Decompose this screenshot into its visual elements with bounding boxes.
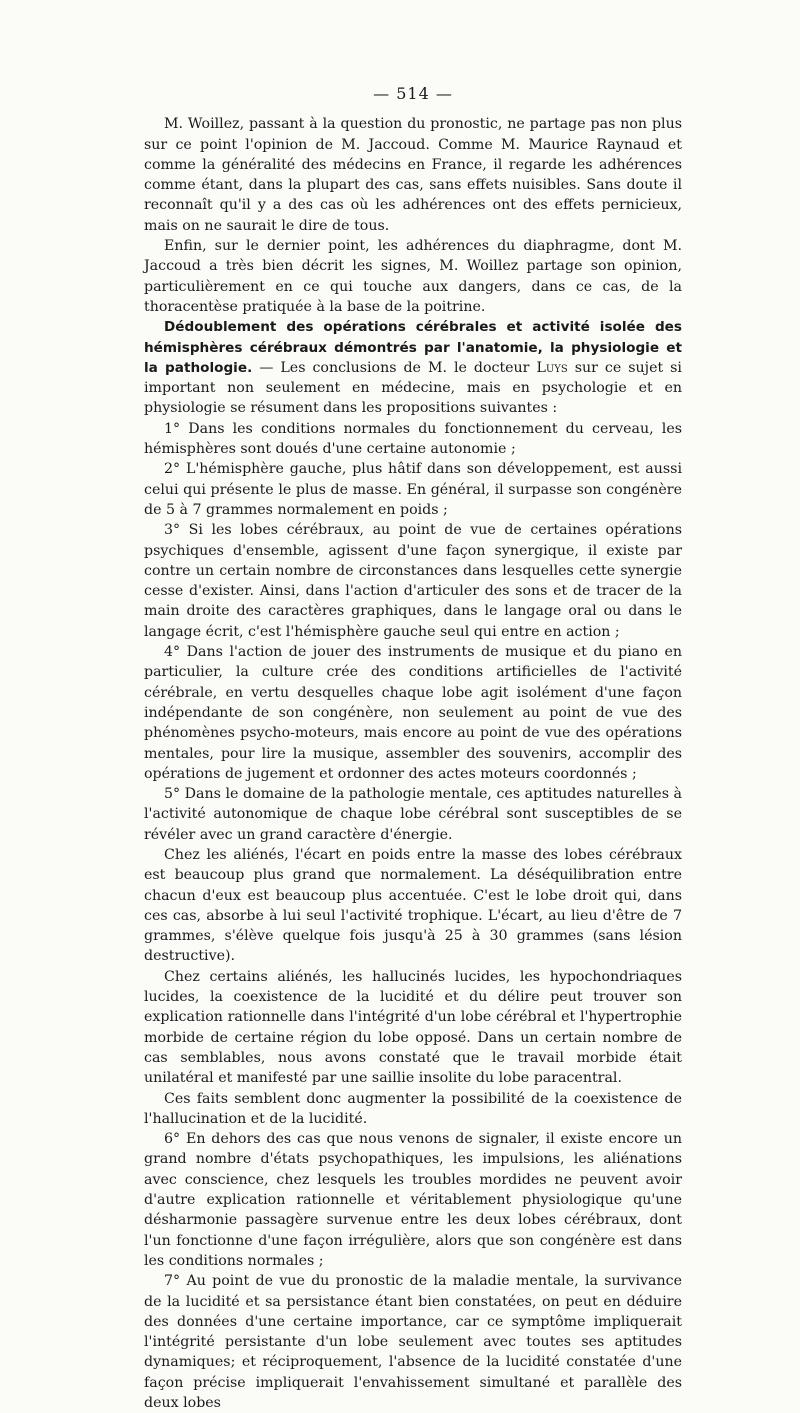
- page-content: [144, 84, 682, 1413]
- page-number: — 514 —: [373, 84, 453, 103]
- numbered-proposition: 7° Au point de vue du pronostic de la maladie mentale, la survivance de la lucidité et sa persistance étant bien constatées, on peut en déduire des données d'une certaine importance, car ce symptôme impliquerait l'intégrité persistante d'un lobe seulement avec toutes ses aptitudes dynamiques; et réciproquement, l'absence de la lucidité constatée d'une façon précise impliquerait l'envahissement simultané et parallèle des deux lobes: [144, 1273, 682, 1411]
- paragraph: Ces faits semblent donc augmenter la possibilité de la coexistence de l'hallucination et de la lucidité.: [144, 1090, 682, 1127]
- section-intro-paragraph: [144, 317, 682, 418]
- section-intro-text: — Les conclusions de M. le docteur: [252, 359, 537, 376]
- section-intro-text: sur ce sujet si important non seulement en médecine, mais en psychologie et en physiologie se résument dans les propositions suivantes :: [144, 359, 682, 417]
- numbered-proposition: 6° En dehors des cas que nous venons de signaler, il existe encore un grand nombre d'états psychopathiques, les impulsions, les aliénations avec conscience, chez lesquels les troubles mordides ne peuvent avoir d'autre explication rationnelle et véritablement physiologique qu'une désharmonie passagère survenue entre les deux lobes cérébraux, dont l'un fonctionne d'une façon irrégulière, alors que son congénère est dans les conditions normales ;: [144, 1131, 682, 1269]
- numbered-proposition: 4° Dans l'action de jouer des instruments de musique et du piano en particulier, la culture crée des conditions artificielles de l'activité cérébrale, en vertu desquelles chaque lobe agit isolément d'une façon indépendante de son congénère, non seulement au point de vue des phénomènes psycho-moteurs, mais encore au point de vue des opérations mentales, pour lire la musique, assembler des souvenirs, accomplir des opérations de jugement et ordonner des actes moteurs coordonnés ;: [144, 644, 682, 782]
- numbered-proposition: 5° Dans le domaine de la pathologie mentale, ces aptitudes naturelles à l'activité autonomique de chaque lobe cérébral sont susceptibles de se révéler avec un grand caractère d'énergie.: [144, 786, 682, 843]
- numbered-proposition: 2° L'hémisphère gauche, plus hâtif dans son développement, est aussi celui qui présente le plus de masse. En général, il surpasse son congénère de 5 à 7 grammes normalement en poids ;: [144, 461, 682, 518]
- numbered-proposition: 3° Si les lobes cérébraux, au point de vue de certaines opérations psychiques d'ensemble, agissent d'une façon synergique, il existe par contre un certain nombre de circonstances dans lesquelles cette synergie cesse d'exister. Ainsi, dans l'action d'articuler des sons et de tracer de la main droite des caractères graphiques, dans le langage oral ou dans le langage écrit, c'est l'hémisphère gauche seul qui entre en action ;: [144, 522, 682, 640]
- paragraph: M. Woillez, passant à la question du pronostic, ne partage pas non plus sur ce point l'opinion de M. Jaccoud. Comme M. Maurice Raynaud et comme la généralité des médecins en France, il regarde les adhérences comme étant, dans la plupart des cas, sans effets nuisibles. Sans doute il reconnaît qu'il y a des cas où les adhérences ont des effets pernicieux, mais on ne saurait le dire de tous.: [144, 116, 682, 234]
- section-heading: Dédoublement des opérations cérébrales et activité isolée des hémisphères cérébraux démontrés par l'anatomie, la physiologie et la pathologie.: [144, 319, 682, 376]
- paragraph: Enfin, sur le dernier point, les adhérences du diaphragme, dont M. Jaccoud a très bien décrit les signes, M. Woillez partage son opinion, particulièrement en ce qui touche aux dangers, dans ce cas, de la thoracentèse pratiquée à la base de la poitrine.: [144, 238, 682, 315]
- author-name: Luys: [536, 359, 568, 376]
- paragraph: Chez les aliénés, l'écart en poids entre la masse des lobes cérébraux est beaucoup plus grand que normalement. La déséquilibration entre chacun d'eux est beaucoup plus accentuée. C'est le lobe droit qui, dans ces cas, absorbe à lui seul l'activité trophique. L'écart, au lieu d'être de 7 grammes, s'élève quelque fois jusqu'à 25 à 30 grammes (sans lésion destructive).: [144, 846, 682, 965]
- paragraph: Chez certains aliénés, les hallucinés lucides, les hypochondriaques lucides, la coexistence de la lucidité et du délire peut trouver son explication rationnelle dans l'intégrité d'un lobe cérébral et l'hypertrophie morbide de certaine région du lobe opposé. Dans un certain nombre de cas semblables, nous avons constaté que le travail morbide était unilatéral et manifesté par une saillie insolite du lobe paracentral.: [144, 968, 682, 1087]
- numbered-proposition: 1° Dans les conditions normales du fonctionnement du cerveau, les hémisphères sont doués d'une certaine autonomie ;: [144, 420, 682, 458]
